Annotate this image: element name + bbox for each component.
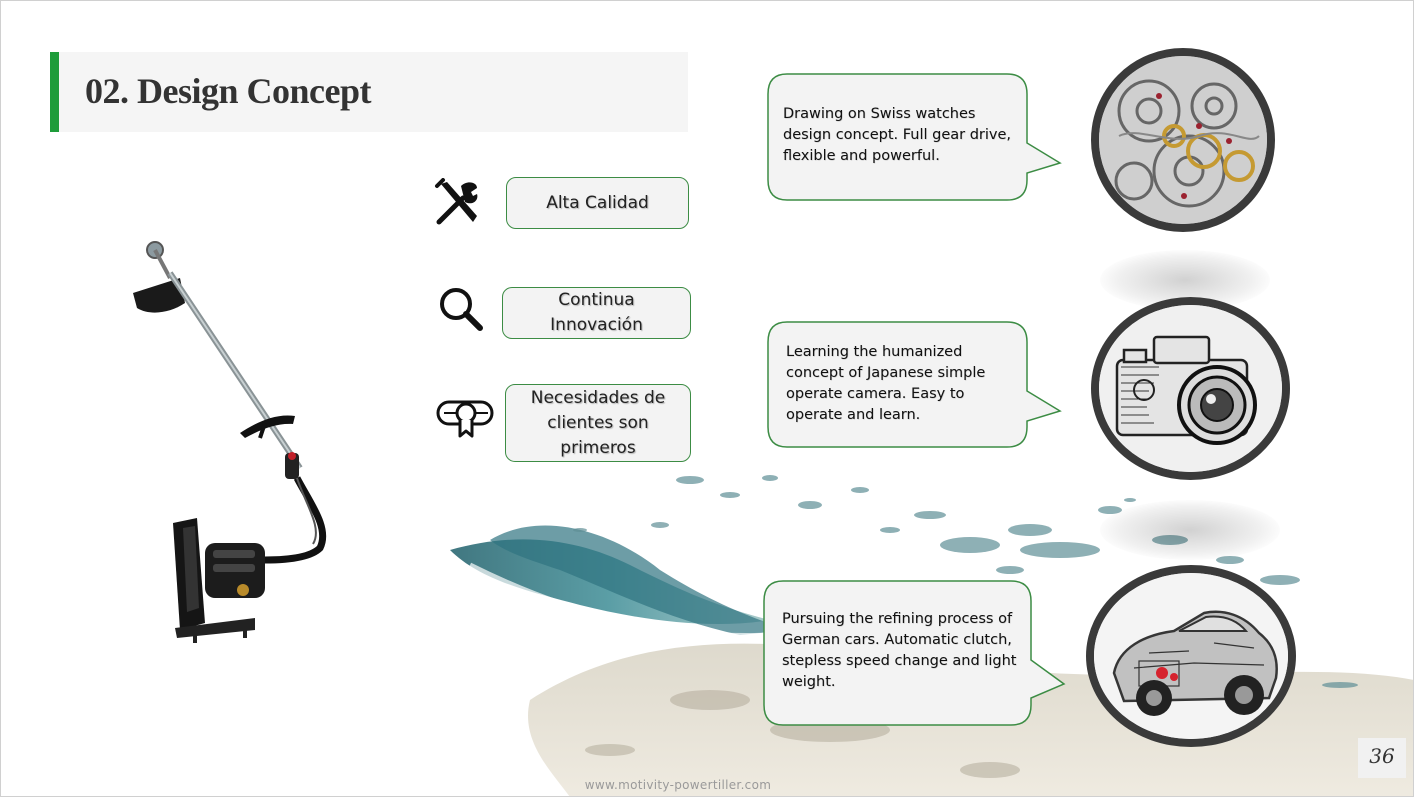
car-image	[1086, 565, 1296, 747]
feature-box-quality: Alta Calidad	[506, 177, 689, 229]
watch-gears-image	[1091, 48, 1275, 232]
feature-box-customers: Necesidades de clientes son primeros	[505, 384, 691, 462]
title-bar	[50, 52, 688, 132]
concept-text-car: Pursuing the refining process of German cars. Automatic clutch, stepless speed change and light weight.	[782, 611, 1017, 690]
concept-bubble-camera	[767, 321, 1067, 448]
concept-bubble-car	[763, 580, 1068, 726]
certificate-icon	[434, 394, 496, 444]
brush-cutter-image	[125, 238, 345, 648]
tools-icon	[433, 178, 483, 228]
camera-image	[1091, 297, 1290, 480]
concept-text-camera: Learning the humanized concept of Japanese simple operate camera. Easy to operate and learn.	[786, 344, 986, 423]
concept-text-watch: Drawing on Swiss watches design concept. Full gear drive, flexible and powerful.	[783, 106, 1012, 164]
feature-box-innovation: Continua Innovación	[502, 287, 691, 339]
title-accent-bar	[50, 52, 59, 132]
page-number: 36	[1369, 744, 1395, 768]
concept-bubble-watch	[767, 73, 1067, 201]
footer-url: www.motivity-powertiller.com	[584, 778, 772, 792]
circle-shadow	[1100, 500, 1280, 560]
page-title: 02. Design Concept	[85, 71, 371, 111]
page-number-box	[1358, 738, 1406, 778]
magnifier-icon	[436, 284, 486, 334]
